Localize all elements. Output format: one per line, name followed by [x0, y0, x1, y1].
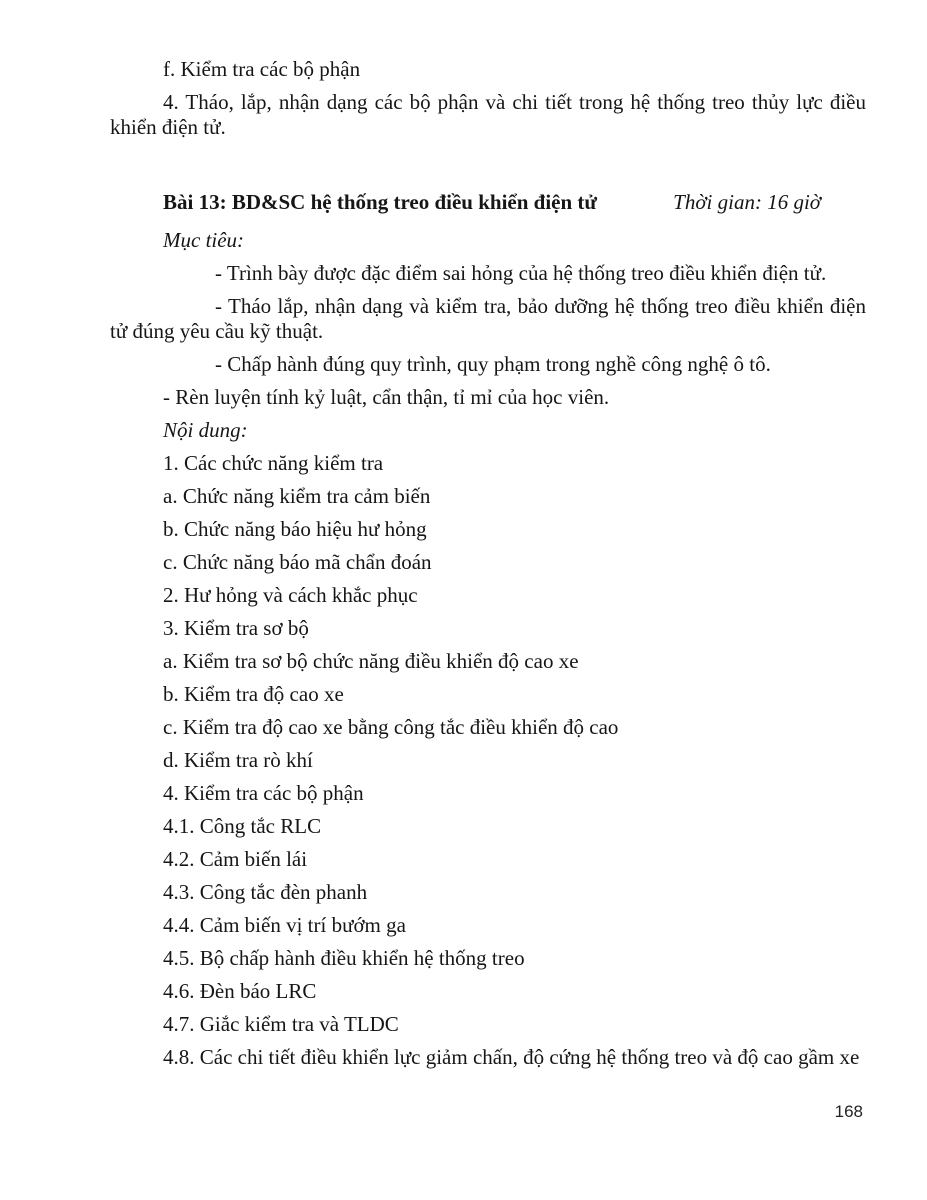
content-item: 1. Các chức năng kiểm tra: [163, 451, 384, 475]
content-item: 4.1. Công tắc RLC: [163, 814, 322, 838]
content-item: 4. Kiểm tra các bộ phận: [163, 781, 364, 805]
content-item: a. Chức năng kiểm tra cảm biến: [163, 484, 431, 508]
paragraph-item-f: f. Kiểm tra các bộ phận: [163, 57, 361, 81]
content-item: 4.8. Các chi tiết điều khiển lực giảm chấn, độ cứng hệ thống treo và độ cao gầm xe: [163, 1045, 860, 1069]
objective-item: - Tháo lắp, nhận dạng và kiểm tra, bảo dưỡng hệ thống treo điều khiển điện tử đúng yêu cầu kỹ thuật.: [110, 294, 866, 343]
content-item: 4.6. Đèn báo LRC: [163, 979, 317, 1003]
content-item: 4.2. Cảm biến lái: [163, 847, 308, 871]
content-item: 4.4. Cảm biến vị trí bướm ga: [163, 913, 406, 937]
content-item: 4.5. Bộ chấp hành điều khiển hệ thống treo: [163, 946, 525, 970]
lesson-duration: Thời gian: 16 giờ: [673, 190, 821, 214]
content-item: d. Kiểm tra rò khí: [163, 748, 313, 772]
objective-item: - Trình bày được đặc điểm sai hỏng của hệ thống treo điều khiển điện tử.: [215, 261, 827, 285]
content-item: c. Kiểm tra độ cao xe bằng công tắc điều khiển độ cao: [163, 715, 619, 739]
content-item: c. Chức năng báo mã chẩn đoán: [163, 550, 432, 574]
objectives-heading: Mục tiêu:: [163, 228, 245, 252]
objective-item: - Rèn luyện tính kỷ luật, cẩn thận, tỉ mỉ của học viên.: [163, 385, 610, 409]
content-item: 4.7. Giắc kiểm tra và TLDC: [163, 1012, 399, 1036]
objective-item: - Chấp hành đúng quy trình, quy phạm trong nghề công nghệ ô tô.: [215, 352, 771, 376]
content-item: a. Kiểm tra sơ bộ chức năng điều khiển độ cao xe: [163, 649, 579, 673]
content-item: 3. Kiểm tra sơ bộ: [163, 616, 309, 640]
lesson-title: Bài 13: BD&SC hệ thống treo điều khiển điện tử: [163, 190, 598, 214]
paragraph-item-4: 4. Tháo, lắp, nhận dạng các bộ phận và chi tiết trong hệ thống treo thủy lực điều khiển điện tử.: [110, 90, 866, 139]
page-content: [110, 57, 866, 1078]
content-item: b. Kiểm tra độ cao xe: [163, 682, 344, 706]
page-number: 168: [834, 1102, 863, 1121]
lesson-header: [110, 190, 866, 215]
content-item: 2. Hư hỏng và cách khắc phục: [163, 583, 418, 607]
content-item: b. Chức năng báo hiệu hư hỏng: [163, 517, 427, 541]
content-item: 4.3. Công tắc đèn phanh: [163, 880, 368, 904]
contents-heading: Nội dung:: [163, 418, 248, 442]
